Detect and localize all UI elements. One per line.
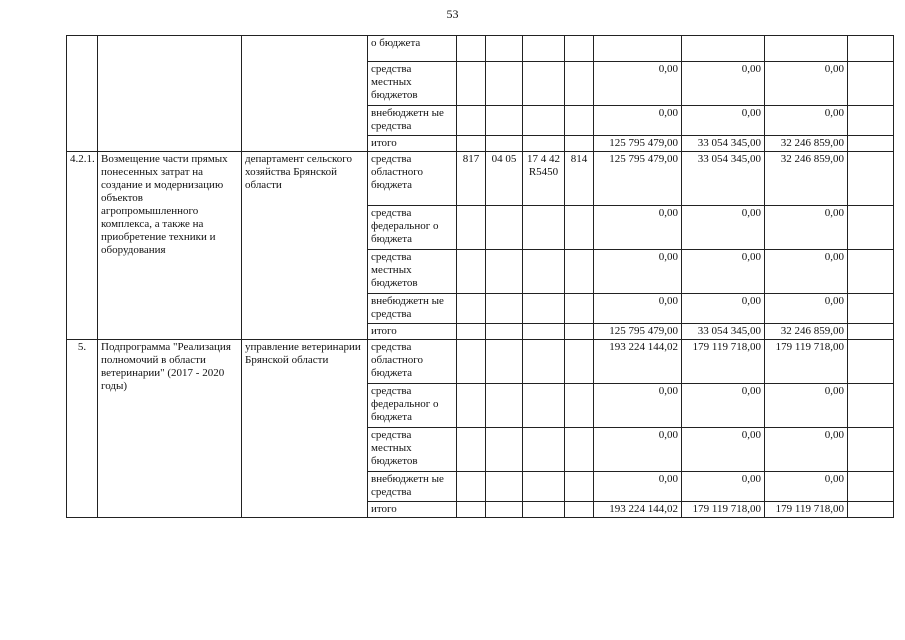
value-2018-cell: 0,00 [594, 250, 682, 294]
value-2020-cell: 0,00 [765, 106, 848, 136]
value-2019-cell: 0,00 [682, 384, 765, 428]
value-2018-cell: 0,00 [594, 294, 682, 324]
value-2020-cell: 32 246 859,00 [765, 152, 848, 206]
source-cell: итого [368, 502, 457, 518]
source-cell: итого [368, 136, 457, 152]
source-cell: средства федеральног о бюджета [368, 206, 457, 250]
value-2020-cell: 32 246 859,00 [765, 136, 848, 152]
value-2019-cell: 0,00 [682, 250, 765, 294]
value-2018-cell: 125 795 479,00 [594, 136, 682, 152]
table-row [67, 36, 894, 62]
executor-cell: управление ветеринарии Брянской области [242, 340, 368, 518]
program-name-cell [98, 36, 242, 152]
source-cell: внебюджетн ые средства [368, 294, 457, 324]
value-2018-cell: 0,00 [594, 106, 682, 136]
value-2019-cell: 0,00 [682, 62, 765, 106]
value-2018-cell [594, 36, 682, 62]
value-2018-cell: 0,00 [594, 62, 682, 106]
source-cell: средства федеральног о бюджета [368, 384, 457, 428]
grbs-cell: 817 [457, 152, 486, 206]
value-2020-cell: 179 119 718,00 [765, 502, 848, 518]
value-2018-cell: 125 795 479,00 [594, 152, 682, 206]
source-cell: итого [368, 324, 457, 340]
value-2020-cell: 179 119 718,00 [765, 340, 848, 384]
table-row [67, 152, 894, 206]
row-number-cell: 5. [67, 340, 98, 518]
source-cell: средства областного бюджета [368, 152, 457, 206]
value-2019-cell: 0,00 [682, 428, 765, 472]
executor-cell: департамент сельского хозяйства Брянской области [242, 152, 368, 340]
value-2019-cell [682, 36, 765, 62]
csr-cell: 17 4 42 R5450 [523, 152, 565, 206]
value-2018-cell: 125 795 479,00 [594, 324, 682, 340]
value-2018-cell: 0,00 [594, 206, 682, 250]
value-2018-cell: 193 224 144,02 [594, 340, 682, 384]
value-2018-cell: 0,00 [594, 472, 682, 502]
value-2018-cell: 0,00 [594, 428, 682, 472]
value-2020-cell: 0,00 [765, 472, 848, 502]
row-number-cell [67, 36, 98, 152]
source-cell: средства местных бюджетов [368, 250, 457, 294]
value-2020-cell: 0,00 [765, 384, 848, 428]
value-2019-cell: 0,00 [682, 472, 765, 502]
page-number: 53 [446, 7, 459, 21]
table-row [67, 340, 894, 384]
value-2020-cell: 0,00 [765, 428, 848, 472]
source-cell: средства местных бюджетов [368, 428, 457, 472]
value-2020-cell: 0,00 [765, 250, 848, 294]
value-2019-cell: 33 054 345,00 [682, 152, 765, 206]
value-2019-cell: 0,00 [682, 206, 765, 250]
program-name-cell: Подпрограмма "Реализация полномочий в области ветеринарии" (2017 - 2020 годы) [98, 340, 242, 518]
program-name-cell: Возмещение части прямых понесенных затрат на создание и модернизацию объектов агропромышленного комплекса, а также на приобретение техники и оборудования [98, 152, 242, 340]
value-2020-cell: 0,00 [765, 62, 848, 106]
executor-cell [242, 36, 368, 152]
budget-table [66, 35, 894, 518]
value-2020-cell: 32 246 859,00 [765, 324, 848, 340]
value-2020-cell: 0,00 [765, 294, 848, 324]
source-cell: о бюджета [368, 36, 457, 62]
source-cell: внебюджетн ые средства [368, 106, 457, 136]
value-2020-cell [765, 36, 848, 62]
value-2019-cell: 179 119 718,00 [682, 340, 765, 384]
value-2019-cell: 179 119 718,00 [682, 502, 765, 518]
vr-cell: 814 [565, 152, 594, 206]
source-cell: внебюджетн ые средства [368, 472, 457, 502]
value-2018-cell: 193 224 144,02 [594, 502, 682, 518]
value-2019-cell: 0,00 [682, 294, 765, 324]
value-2019-cell: 33 054 345,00 [682, 136, 765, 152]
value-2020-cell: 0,00 [765, 206, 848, 250]
value-2019-cell: 0,00 [682, 106, 765, 136]
source-cell: средства местных бюджетов [368, 62, 457, 106]
source-cell: средства областного бюджета [368, 340, 457, 384]
value-2018-cell: 0,00 [594, 384, 682, 428]
row-number-cell: 4.2.1. [67, 152, 98, 340]
rzpr-cell: 04 05 [486, 152, 523, 206]
value-2019-cell: 33 054 345,00 [682, 324, 765, 340]
